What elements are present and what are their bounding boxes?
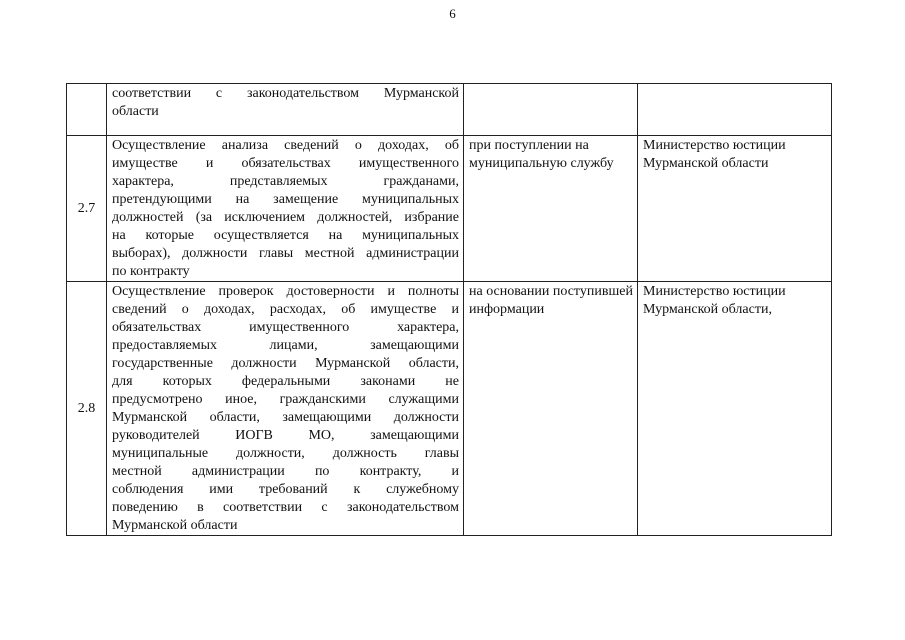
event-line: для которых федеральными законами не bbox=[112, 374, 459, 389]
event-line: Осуществление проверок достоверности и полноты bbox=[112, 284, 459, 299]
event-line: обязательствах имущественного характера, bbox=[112, 320, 459, 335]
term-cell: на основании поступившей информации bbox=[464, 282, 638, 536]
event-line: руководителей ИОГВ МО, замещающими bbox=[112, 428, 459, 443]
event-line: поведению в соответствии с законодательством bbox=[112, 500, 459, 515]
measures-table bbox=[66, 83, 832, 536]
event-line: муниципальные должности, должность главы bbox=[112, 446, 459, 461]
event-line: области bbox=[112, 104, 159, 119]
event-line: местной администрации по контракту, и bbox=[112, 464, 459, 479]
event-line: по контракту bbox=[112, 264, 190, 279]
event-line: претендующими на замещение муниципальных bbox=[112, 192, 459, 207]
table-row bbox=[67, 136, 832, 282]
event-line: имуществе и обязательствах имущественного bbox=[112, 156, 459, 171]
table-row bbox=[67, 84, 832, 136]
event-line: сведений о доходах, расходах, об имуществе и bbox=[112, 302, 459, 317]
event-cell bbox=[107, 136, 464, 282]
event-line: соблюдения ими требований к служебному bbox=[112, 482, 459, 497]
responsible-cell: Министерство юстиции Мурманской области, bbox=[638, 282, 832, 536]
event-line: Мурманской области bbox=[112, 518, 238, 533]
page-number: 6 bbox=[449, 6, 456, 21]
event-cell bbox=[107, 282, 464, 536]
event-line: государственные должности Мурманской области, bbox=[112, 356, 459, 371]
event-line: предоставляемых лицами, замещающими bbox=[112, 338, 459, 353]
event-line: Осуществление анализа сведений о доходах, об bbox=[112, 138, 459, 153]
event-line: соответствии с законодательством Мурманской bbox=[112, 86, 459, 101]
event-line: должностей (за исключением должностей, избрание bbox=[112, 210, 459, 225]
item-number-cell bbox=[67, 84, 107, 136]
item-number-cell: 2.8 bbox=[67, 282, 107, 536]
term-cell bbox=[464, 84, 638, 136]
event-line: предусмотрено иное, гражданскими служащими bbox=[112, 392, 459, 407]
responsible-cell bbox=[638, 84, 832, 136]
table-row bbox=[67, 282, 832, 536]
event-line: на которые осуществляется на муниципальных bbox=[112, 228, 459, 243]
responsible-cell: Министерство юстиции Мурманской области bbox=[638, 136, 832, 282]
event-line: выборах), должности главы местной администрации bbox=[112, 246, 459, 261]
item-number-cell: 2.7 bbox=[67, 136, 107, 282]
term-cell: при поступлении на муниципальную службу bbox=[464, 136, 638, 282]
event-line: характера, представляемых гражданами, bbox=[112, 174, 459, 189]
event-cell bbox=[107, 84, 464, 136]
event-line: Мурманской области, замещающими должности bbox=[112, 410, 459, 425]
